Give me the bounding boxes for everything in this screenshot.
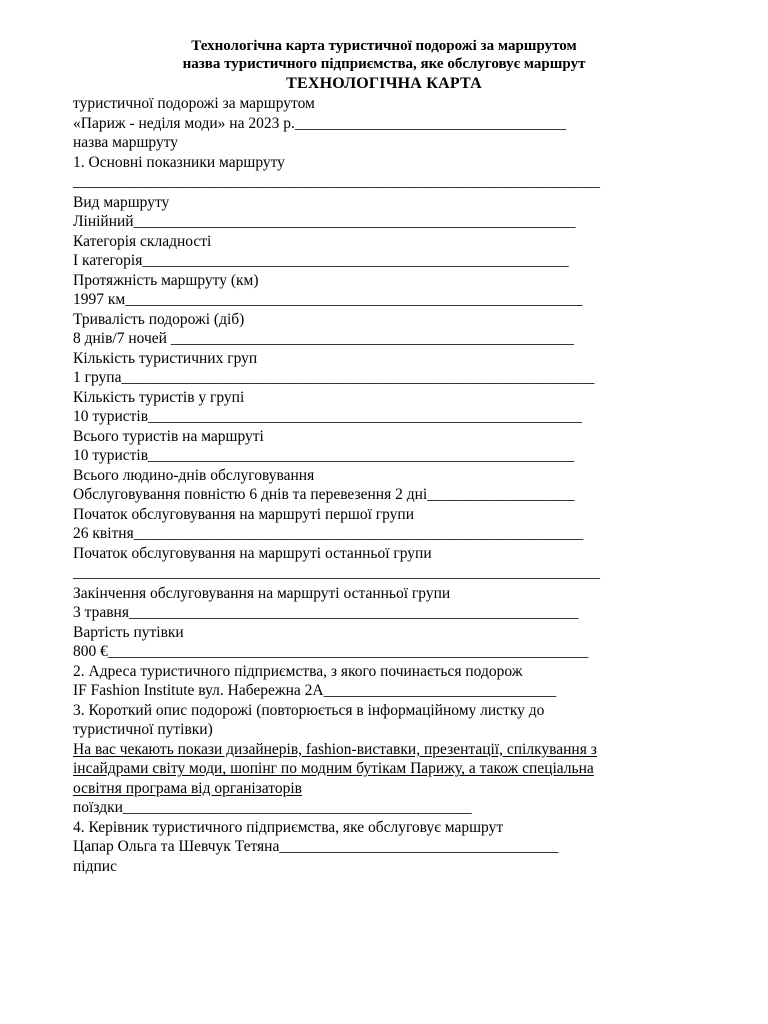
voucher-price-label: Вартість путівки xyxy=(73,623,184,641)
route-name-value: «Париж - неділя моди» на 2023 р.___________________________________ xyxy=(73,114,567,132)
voucher-price-value: 800 €______________________________________________________________ xyxy=(73,643,589,660)
difficulty-label: Категорія складності xyxy=(73,232,212,250)
person-days-label: Всього людино-днів обслуговування xyxy=(73,466,315,484)
section-1-heading: 1. Основні показники маршруту xyxy=(73,153,285,171)
last-group-end-value: 3 травня__________________________________________________________ xyxy=(73,604,579,621)
trip-description-line-4: поїздки_____________________________________________ xyxy=(73,799,472,816)
tourist-groups-label: Кількість туристичних груп xyxy=(73,349,258,367)
trip-duration-value: 8 днів/7 ночей ____________________________________________________ xyxy=(73,330,574,347)
route-name-caption: назва маршруту xyxy=(73,134,179,151)
route-type-value: Лінійний_________________________________________________________ xyxy=(73,213,576,230)
section-3-heading-line-1: 3. Короткий опис подорожі (повторюється в інформаційному листку до xyxy=(73,701,545,719)
last-group-end-label: Закінчення обслуговування на маршруті останньої групи xyxy=(73,584,451,602)
route-length-value: 1997 км___________________________________________________________ xyxy=(73,291,583,308)
tourist-groups-value: 1 група_____________________________________________________________ xyxy=(73,369,595,386)
trip-description-line-1: На вас чекають покази дизайнерів, fashion-виставки, презентації, спілкування з xyxy=(73,740,597,758)
trip-description-line-2: інсайдрами світу моди, шопінг по модним бутікам Парижу, а також спеціальна xyxy=(73,760,594,777)
person-days-value: Обслуговування повністю 6 днів та перевезення 2 дні___________________ xyxy=(73,486,575,503)
route-type-label: Вид маршруту xyxy=(73,193,170,211)
last-group-start-blank-line: ____________________________________________________________________ xyxy=(73,564,600,581)
section-4-heading: 4. Керівник туристичного підприємства, яке обслуговує маршрут xyxy=(73,818,504,836)
header-title-main: ТЕХНОЛОГІЧНА КАРТА xyxy=(286,75,482,92)
total-tourists-label: Всього туристів на маршруті xyxy=(73,427,264,445)
signature-caption: підпис xyxy=(73,857,117,875)
group-size-label: Кількість туристів у групі xyxy=(73,388,245,406)
header-title-line-2: назва туристичного підприємства, яке обслуговує маршрут xyxy=(182,56,586,72)
last-group-start-label: Початок обслуговування на маршруті останньої групи xyxy=(73,544,432,562)
group-size-value: 10 туристів________________________________________________________ xyxy=(73,408,583,425)
document-header xyxy=(0,37,768,94)
technological-card-form xyxy=(73,94,703,876)
section-2-heading: 2. Адреса туристичного підприємства, з якого починається подорож xyxy=(73,662,523,680)
company-manager-value: Цапар Ольга та Шевчук Тетяна____________________________________ xyxy=(73,838,559,855)
route-length-label: Протяжність маршруту (км) xyxy=(73,271,259,289)
section-1-blank-line: ____________________________________________________________________ xyxy=(73,173,600,190)
first-group-start-label: Початок обслуговування на маршруті першої групи xyxy=(73,505,414,523)
intro-text: туристичної подорожі за маршрутом xyxy=(73,95,315,112)
trip-duration-label: Тривалість подорожі (діб) xyxy=(73,310,245,328)
company-address-value: IF Fashion Institute вул. Набережна 2А______________________________ xyxy=(73,682,557,699)
difficulty-value: І категорія_______________________________________________________ xyxy=(73,252,569,269)
trip-description-line-3: освітня програма від організаторів xyxy=(73,779,302,797)
header-title-line-1: Технологічна карта туристичної подорожі за маршрутом xyxy=(191,38,577,54)
total-tourists-value: 10 туристів_______________________________________________________ xyxy=(73,447,575,464)
section-3-heading-line-2: туристичної путівки) xyxy=(73,721,213,738)
first-group-start-value: 26 квітня__________________________________________________________ xyxy=(73,525,584,542)
